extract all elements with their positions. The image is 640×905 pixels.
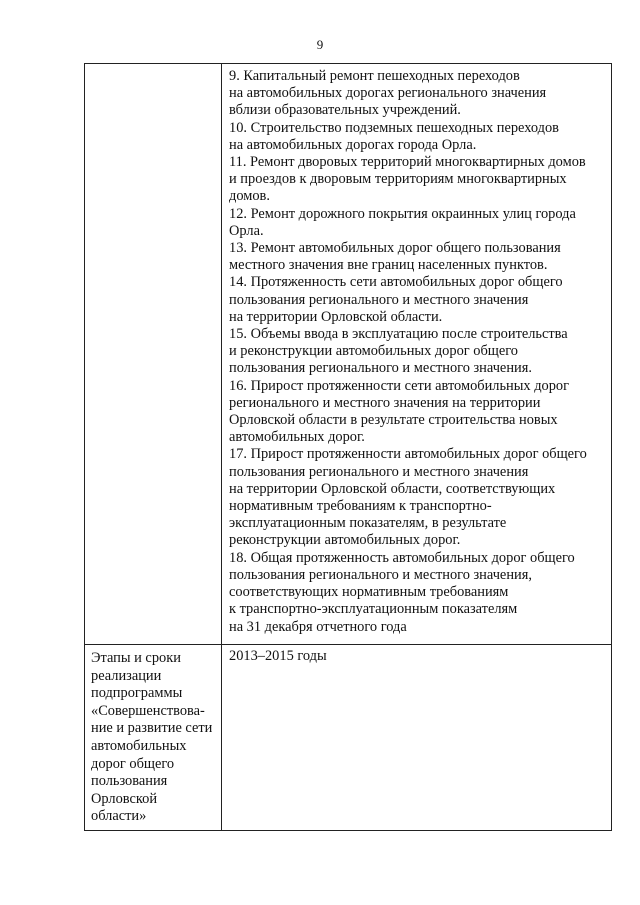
indicator-line: пользования регионального и местного значения, [229, 566, 532, 583]
indicators-cell [222, 64, 612, 645]
indicator-line: на территории Орловской области. [229, 308, 443, 325]
indicator-line: 17. Прирост протяженности автомобильных дорог общего [229, 446, 587, 463]
indicator-line: 18. Общая протяженность автомобильных дорог общего [229, 549, 575, 566]
stage-label-line: дорог общего [91, 755, 175, 772]
indicator-line: 14. Протяженность сети автомобильных дорог общего [229, 274, 563, 291]
stage-label-line: подпрограммы [91, 685, 183, 702]
indicator-line: эксплуатационным показателям, в результате [229, 515, 507, 532]
indicator-line: Орловской области в результате строительства новых [229, 412, 558, 429]
indicator-line: на автомобильных дорогах города Орла. [229, 136, 477, 153]
indicator-line: 9. Капитальный ремонт пешеходных переходов [229, 68, 520, 84]
stage-label-line: Орловской [91, 790, 158, 807]
indicator-line: 12. Ремонт дорожного покрытия окраинных улиц города [229, 205, 576, 222]
empty-left-cell [85, 64, 222, 645]
indicator-line: на 31 декабря отчетного года [229, 618, 407, 635]
stage-label-line: «Совершенствова- [91, 702, 205, 719]
indicator-line: вблизи образовательных учреждений. [229, 102, 461, 119]
indicator-line: регионального и местного значения на территории [229, 394, 541, 411]
stages-label-cell [85, 645, 222, 831]
indicator-line: и реконструкции автомобильных дорог общего [229, 343, 518, 360]
indicator-line: Орла. [229, 222, 264, 239]
indicator-line: 15. Объемы ввода в эксплуатацию после строительства [229, 326, 568, 343]
stage-label-line: Этапы и сроки [91, 650, 181, 666]
program-table [84, 63, 612, 831]
indicator-line: автомобильных дорог. [229, 429, 365, 446]
stage-label-line: реализации [91, 667, 162, 684]
table-row [85, 64, 612, 645]
stages-value-cell [222, 645, 612, 831]
stages-label [85, 645, 221, 830]
indicator-line: домов. [229, 188, 270, 205]
stage-label-line: автомобильных [91, 737, 187, 754]
indicator-line: на автомобильных дорогах регионального значения [229, 85, 547, 102]
indicator-line: пользования регионального и местного значения [229, 463, 529, 480]
indicator-line: пользования регионального и местного значения [229, 291, 529, 308]
indicator-line: 11. Ремонт дворовых территорий многоквартирных домов [229, 154, 586, 171]
indicator-line: 16. Прирост протяженности сети автомобильных дорог [229, 377, 570, 394]
page-number: 9 [316, 37, 324, 52]
stage-label-line: области» [91, 808, 147, 825]
indicator-line: нормативным требованиям к транспортно- [229, 498, 492, 515]
indicator-line: 10. Строительство подземных пешеходных переходов [229, 119, 559, 136]
stages-value: 2013–2015 годы [229, 648, 327, 664]
indicator-line: местного значения вне границ населенных пунктов. [229, 257, 548, 274]
indicator-line: соответствующих нормативным требованиям [229, 584, 509, 601]
indicator-line: 13. Ремонт автомобильных дорог общего пользования [229, 240, 561, 257]
indicators-list [222, 64, 611, 641]
indicator-line: реконструкции автомобильных дорог. [229, 532, 461, 549]
indicator-line: на территории Орловской области, соответствующих [229, 480, 556, 497]
stage-label-line: ние и развитие сети [91, 720, 213, 737]
indicator-line: пользования регионального и местного значения. [229, 360, 532, 377]
indicator-line: к транспортно-эксплуатационным показателям [229, 601, 518, 618]
indicator-line: и проездов к дворовым территориям многоквартирных [229, 171, 567, 188]
stage-label-line: пользования [91, 773, 168, 790]
table-row [85, 645, 612, 831]
